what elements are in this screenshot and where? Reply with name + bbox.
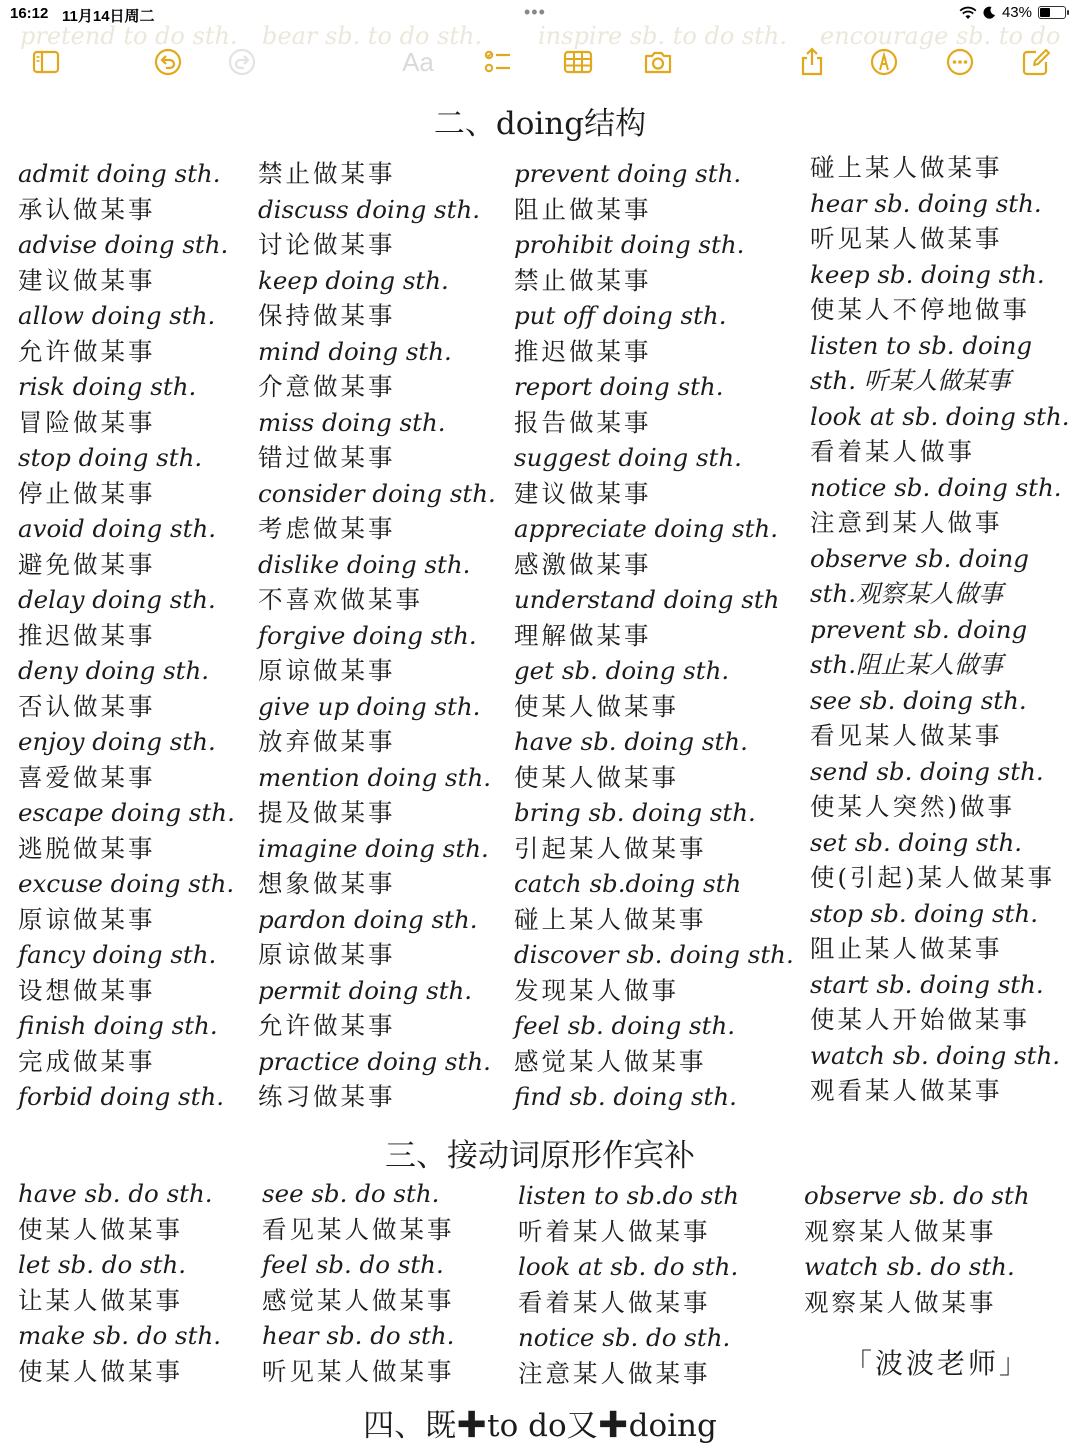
meaning-line: 推迟做某事: [514, 336, 652, 366]
section2-column-4: [810, 150, 1070, 1109]
phrase-line: permit doing sth.: [258, 975, 473, 1005]
phrase-line: dislike doing sth.: [258, 549, 471, 579]
meaning-line: 看着某人做某事: [518, 1287, 711, 1317]
meaning-line: 使某人做某事: [514, 691, 679, 721]
phrase-line: hear sb. doing sth.: [810, 188, 1042, 218]
meaning-line: 观看某人做某事: [810, 1076, 1003, 1105]
phrase-line: mind doing sth.: [258, 336, 452, 366]
phrase-line: observe sb. doing: [810, 543, 1029, 573]
meaning-line: 否认做某事: [18, 691, 156, 721]
phrase-line: forbid doing sth.: [18, 1082, 225, 1111]
text-format-button[interactable]: [398, 42, 438, 82]
multitasking-dots-icon[interactable]: •••: [524, 2, 546, 22]
meaning-line: 使某人做某事: [514, 762, 679, 792]
phrase-line: have sb. do sth.: [18, 1179, 213, 1208]
compose-button[interactable]: [1016, 42, 1056, 82]
section2-column-3: [514, 156, 794, 1115]
meaning-line: 引起某人做某事: [514, 833, 707, 863]
redo-button[interactable]: [222, 42, 262, 82]
meaning-line: 使(引起)某人做某事: [810, 863, 1056, 892]
section2-column-2: [258, 156, 496, 1115]
phrase-line: look at sb. do sth.: [518, 1252, 739, 1281]
meaning-line: 介意做某事: [258, 372, 396, 401]
phrase-line: listen to sb.do sth: [518, 1181, 740, 1210]
meaning-line: 避免做某事: [18, 549, 156, 579]
ghost-text: inspire sb. to do sth.: [538, 22, 787, 50]
meaning-line: 原谅做某事: [258, 656, 396, 685]
phrase-line: feel sb. doing sth.: [514, 1011, 736, 1040]
phrase-line: bring sb. doing sth.: [514, 798, 756, 827]
meaning-line: 让某人做某事: [18, 1285, 183, 1315]
camera-button[interactable]: [638, 42, 678, 82]
undo-icon: [152, 46, 184, 78]
phrase-line: look at sb. doing sth.: [810, 401, 1070, 431]
meaning-line: 禁止做某事: [514, 265, 652, 295]
meaning-line: 看见某人做某事: [810, 721, 1003, 750]
phrase-line: miss doing sth.: [258, 407, 446, 437]
meaning-line: 使某人突然)做事: [810, 792, 1016, 821]
phrase-line: stop sb. doing sth.: [810, 898, 1038, 928]
meaning-line: 允许做某事: [258, 1011, 396, 1040]
wifi-icon: [959, 6, 977, 20]
meaning-line: 练习做某事: [258, 1082, 396, 1111]
phrase-line: catch sb.doing sth: [514, 869, 742, 898]
phrase-line: watch sb. do sth.: [804, 1252, 1015, 1281]
meaning-line: 报告做某事: [514, 407, 652, 437]
phrase-line: discover sb. doing sth.: [514, 940, 794, 969]
ghost-text: encourage sb. to do: [820, 22, 1061, 50]
phrase-line: admit doing sth.: [18, 159, 221, 188]
sidebar-toggle-button[interactable]: [26, 42, 66, 82]
phrase-line: find sb. doing sth.: [514, 1082, 737, 1111]
phrase-line: sth.阻止某人做事: [810, 650, 1003, 679]
phrase-line: deny doing sth.: [18, 656, 210, 685]
phrase-line: send sb. doing sth.: [810, 756, 1044, 786]
meaning-line: 碰上某人做某事: [514, 904, 707, 934]
phrase-line: put off doing sth.: [514, 301, 727, 330]
phrase-line: make sb. do sth.: [18, 1321, 222, 1350]
phrase-line: stop doing sth.: [18, 443, 203, 472]
compose-icon: [1020, 46, 1052, 78]
phrase-line: give up doing sth.: [258, 691, 481, 721]
notes-toolbar: [0, 38, 1080, 86]
meaning-line: 听着某人做某事: [518, 1216, 711, 1246]
phrase-line: imagine doing sth.: [258, 833, 489, 863]
phrase-line: notice sb. doing sth.: [810, 472, 1062, 502]
ghost-text: bear sb. to do sth.: [262, 22, 483, 50]
meaning-line: 发现某人做事: [514, 975, 679, 1005]
phrase-line: sth.观察某人做事: [810, 579, 1003, 608]
phrase-line: discuss doing sth.: [258, 194, 481, 224]
table-button[interactable]: [558, 42, 598, 82]
meaning-line: 感觉某人做某事: [262, 1285, 455, 1315]
table-icon: [562, 46, 594, 78]
meaning-line: 允许做某事: [18, 336, 156, 366]
phrase-line: excuse doing sth.: [18, 869, 235, 898]
phrase-line: prohibit doing sth.: [514, 230, 745, 259]
phrase-line: observe sb. do sth: [804, 1181, 1030, 1210]
share-icon: [796, 46, 828, 78]
meaning-line: 阻止某人做某事: [810, 934, 1003, 963]
phrase-line: understand doing sth: [514, 585, 780, 614]
phrase-line: finish doing sth.: [18, 1011, 218, 1040]
phrase-line: escape doing sth.: [18, 798, 235, 827]
meaning-line: 感觉某人做某事: [514, 1046, 707, 1076]
ghost-text: pretend to do sth.: [20, 22, 238, 50]
status-time: 16:12: [10, 5, 49, 22]
phrase-line: watch sb. doing sth.: [810, 1040, 1061, 1070]
sidebar-icon: [30, 46, 62, 78]
more-icon: [944, 46, 976, 78]
redo-icon: [226, 46, 258, 78]
meaning-line: 使某人做某事: [18, 1214, 183, 1244]
phrase-line: prevent doing sth.: [514, 159, 742, 188]
meaning-line: 完成做某事: [18, 1046, 156, 1076]
phrase-line: allow doing sth.: [18, 301, 216, 330]
section2-column-1: [18, 156, 235, 1115]
phrase-line: fancy doing sth.: [18, 940, 217, 969]
meaning-line: 看见某人做某事: [262, 1214, 455, 1244]
phrase-line: suggest doing sth.: [514, 443, 742, 472]
phrase-line: see sb. doing sth.: [810, 685, 1027, 715]
meaning-line: 理解做某事: [514, 620, 652, 650]
phrase-line: notice sb. do sth.: [518, 1323, 731, 1352]
meaning-line: 推迟做某事: [18, 620, 156, 650]
meaning-line: 考虑做某事: [258, 514, 396, 543]
phrase-line: have sb. doing sth.: [514, 727, 748, 756]
phrase-line: let sb. do sth.: [18, 1250, 187, 1279]
phrase-line: advise doing sth.: [18, 230, 229, 259]
phrase-line: pardon doing sth.: [258, 904, 478, 934]
meaning-line: 听见某人做某事: [262, 1356, 455, 1386]
camera-icon: [642, 46, 674, 78]
meaning-line: 逃脱做某事: [18, 833, 156, 863]
meaning-line: 观察某人做某事: [804, 1216, 997, 1246]
phrase-line: get sb. doing sth.: [514, 656, 730, 685]
section3-column-2: [262, 1176, 455, 1389]
meaning-line: 想象做某事: [258, 869, 396, 898]
meaning-line: 注意到某人做事: [810, 508, 1003, 537]
meaning-line: 错过做某事: [258, 443, 396, 472]
moon-icon: [983, 6, 996, 19]
meaning-line: 承认做某事: [18, 194, 156, 224]
meaning-line: 阻止做某事: [514, 194, 652, 224]
meaning-line: 使某人开始做某事: [810, 1005, 1030, 1034]
checklist-button[interactable]: [478, 42, 518, 82]
phrase-line: consider doing sth.: [258, 478, 496, 508]
section3-column-4: [804, 1178, 1030, 1320]
meaning-line: 放弃做某事: [258, 727, 396, 756]
phrase-line: avoid doing sth.: [18, 514, 217, 543]
meaning-line: 建议做某事: [18, 265, 156, 295]
meaning-line: 停止做某事: [18, 478, 156, 508]
status-indicators: [959, 4, 1066, 21]
phrase-line: set sb. doing sth.: [810, 827, 1023, 857]
signature: 「波波老师」: [844, 1347, 1031, 1380]
phrase-line: mention doing sth.: [258, 762, 492, 792]
meaning-line: 注意某人做某事: [518, 1358, 711, 1388]
phrase-line: practice doing sth.: [258, 1046, 491, 1076]
phrase-line: hear sb. do sth.: [262, 1321, 455, 1350]
meaning-line: 原谅做某事: [18, 904, 156, 934]
meaning-line: 看着某人做事: [810, 437, 975, 466]
meaning-line: 喜爱做某事: [18, 762, 156, 792]
meaning-line: 保持做某事: [258, 301, 396, 330]
phrase-line: keep doing sth.: [258, 265, 449, 295]
meaning-line: 原谅做某事: [258, 940, 396, 969]
markup-button[interactable]: [864, 42, 904, 82]
phrase-line: listen to sb. doing: [810, 330, 1033, 360]
meaning-line: 碰上某人做某事: [810, 153, 1003, 182]
more-options-button[interactable]: [940, 42, 980, 82]
meaning-line: 观察某人做某事: [804, 1287, 997, 1317]
undo-button[interactable]: [148, 42, 188, 82]
meaning-line: 建议做某事: [514, 478, 652, 508]
phrase-line: feel sb. do sth.: [262, 1250, 444, 1279]
phrase-line: sth. 听某人做某事: [810, 366, 1011, 395]
share-button[interactable]: [792, 42, 832, 82]
status-date: 11月14日周二: [62, 8, 155, 25]
meaning-line: 听见某人做某事: [810, 224, 1003, 253]
section4-title: 四、既✚to do又✚doing: [363, 1408, 717, 1444]
phrase-line: forgive doing sth.: [258, 620, 477, 650]
markup-pen-icon: [868, 46, 900, 78]
text-format-icon: Aa: [402, 46, 434, 77]
phrase-line: see sb. do sth.: [262, 1179, 440, 1208]
meaning-line: 冒险做某事: [18, 407, 156, 437]
meaning-line: 使某人做某事: [18, 1356, 183, 1386]
phrase-line: appreciate doing sth.: [514, 514, 778, 543]
meaning-line: 提及做某事: [258, 798, 396, 827]
battery-icon: [1038, 6, 1066, 19]
phrase-line: report doing sth.: [514, 372, 724, 401]
section3-column-1: [18, 1176, 221, 1389]
phrase-line: enjoy doing sth.: [18, 727, 216, 756]
phrase-line: keep sb. doing sth.: [810, 259, 1045, 289]
meaning-line: 设想做某事: [18, 975, 156, 1005]
battery-percent: 43%: [1001, 4, 1032, 21]
section3-title: 三、接动词原形作宾补: [385, 1138, 695, 1174]
section3-column-3: [518, 1178, 739, 1391]
meaning-line: 讨论做某事: [258, 230, 396, 259]
meaning-line: 禁止做某事: [258, 159, 396, 188]
phrase-line: start sb. doing sth.: [810, 969, 1044, 999]
phrase-line: risk doing sth.: [18, 372, 197, 401]
phrase-line: prevent sb. doing: [810, 614, 1028, 644]
checklist-icon: [482, 46, 514, 78]
meaning-line: 感激做某事: [514, 549, 652, 579]
meaning-line: 使某人不停地做事: [810, 295, 1030, 324]
section2-title: 二、doing结构: [433, 106, 647, 142]
meaning-line: 不喜欢做某事: [258, 585, 423, 614]
phrase-line: delay doing sth.: [18, 585, 216, 614]
